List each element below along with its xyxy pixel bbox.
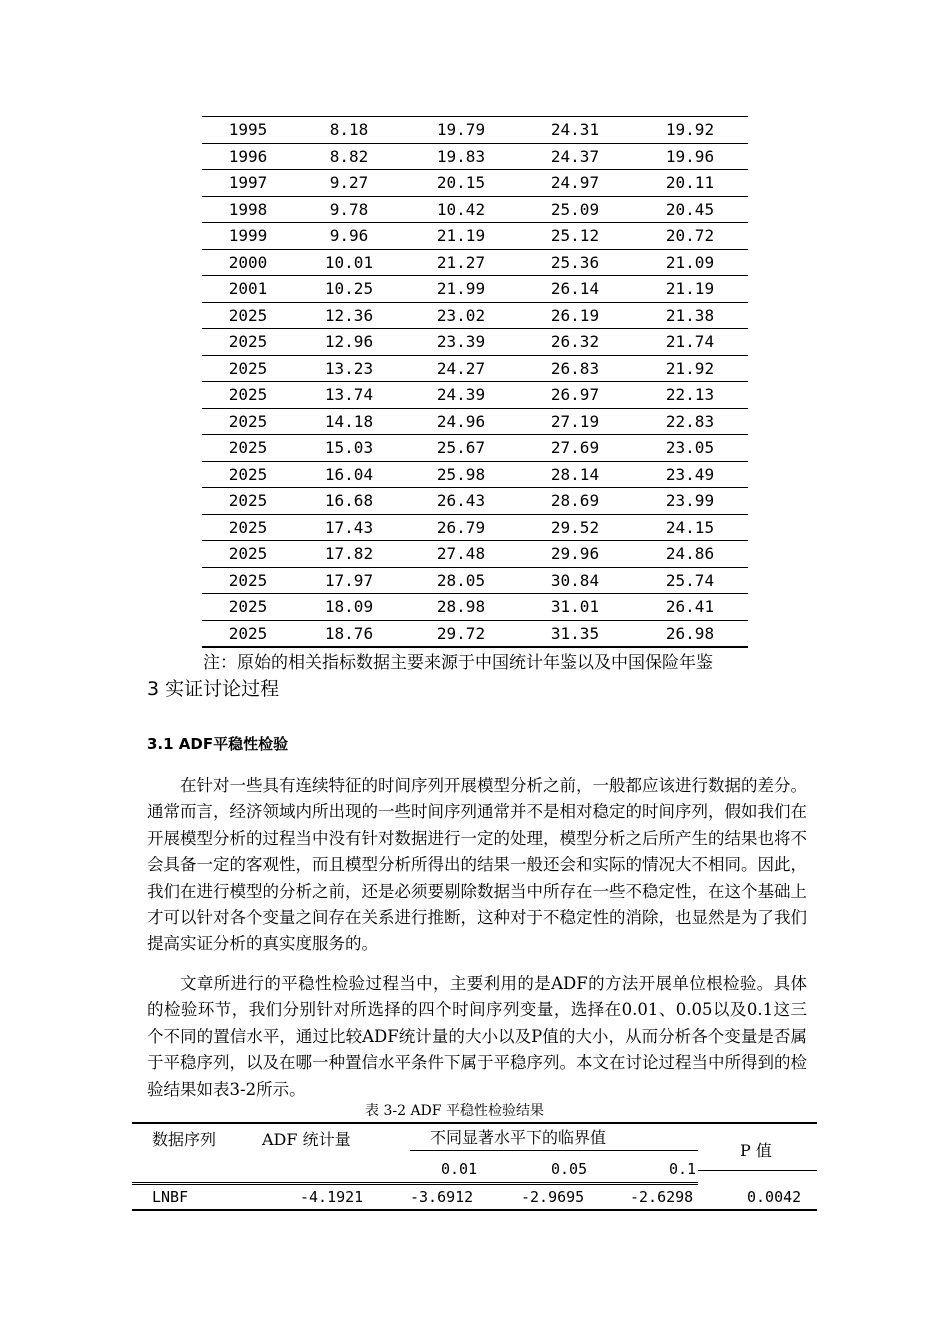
table-cell: 26.41 [632, 594, 748, 621]
table-cell: 29.52 [518, 514, 632, 541]
table-cell: 23.05 [632, 435, 748, 462]
table-cell: 24.15 [632, 514, 748, 541]
table-cell: 21.19 [632, 276, 748, 303]
table-cell: 25.74 [632, 567, 748, 594]
table-row [202, 541, 748, 568]
table-cell: 25.67 [404, 435, 518, 462]
table-cell: 20.11 [632, 170, 748, 197]
adf-critical-rule [410, 1150, 698, 1151]
table-cell: 28.69 [518, 488, 632, 515]
table-cell: 23.39 [404, 329, 518, 356]
adf-header-p: P 值 [740, 1141, 772, 1160]
table-cell: 24.27 [404, 355, 518, 382]
table-cell: 10.25 [294, 276, 404, 303]
paragraph-1: 在针对一些具有连续特征的时间序列开展模型分析之前，一般都应该进行数据的差分。通常而言，经济领域内所出现的一些时间序列通常并不是相对稳定的时间序列，假如我们在开展模型分析的过程当中没有针对数据进行一定的处理，模型分析之后所产生的结果也将不会具备一定的客观性，而且模型分析所得出的结果一般还会和实际的情况大不相同。因此，我们在进行模型的分析之前，还是必须要剔除数据当中所存在一些不稳定性，在这个基础上才可以针对各个变量之间存在关系进行推断，这种对于不稳定性的消除，也显然是为了我们提高实证分析的真实度服务的。 [147, 776, 807, 954]
table-row [202, 302, 748, 329]
table-note: 注：原始的相关指标数据主要来源于中国统计年鉴以及中国保险年鉴 [203, 653, 713, 673]
table-cell: 1995 [202, 117, 294, 144]
table-row [202, 435, 748, 462]
adf-header-rule-left [132, 1182, 698, 1183]
table-cell: 2025 [202, 408, 294, 435]
table-cell: 16.04 [294, 461, 404, 488]
adf-level-005: 0.05 [551, 1160, 588, 1178]
table-cell: 22.13 [632, 382, 748, 409]
table-cell: 23.02 [404, 302, 518, 329]
table-row [202, 249, 748, 276]
table-cell: 1998 [202, 196, 294, 223]
table-cell: 21.74 [632, 329, 748, 356]
table-cell: 29.72 [404, 620, 518, 647]
subsection-heading: 3.1 ADF平稳性检验 [147, 735, 289, 753]
adf-row-c1: -3.6912 [410, 1188, 474, 1206]
table-cell: 2025 [202, 541, 294, 568]
table-row [202, 170, 748, 197]
table-row [202, 514, 748, 541]
table-cell: 9.78 [294, 196, 404, 223]
table-cell: 2025 [202, 329, 294, 356]
table-cell: 9.96 [294, 223, 404, 250]
table-cell: 25.98 [404, 461, 518, 488]
table-cell: 2025 [202, 620, 294, 647]
table-row [202, 461, 748, 488]
table-row [202, 117, 748, 144]
section-heading: 3 实证讨论过程 [147, 678, 280, 700]
table-cell: 12.96 [294, 329, 404, 356]
table-cell: 26.83 [518, 355, 632, 382]
table-cell: 20.45 [632, 196, 748, 223]
table-cell: 25.09 [518, 196, 632, 223]
table-cell: 1997 [202, 170, 294, 197]
table-row [202, 382, 748, 409]
table-cell: 26.14 [518, 276, 632, 303]
table-cell: 21.27 [404, 249, 518, 276]
table-cell: 2025 [202, 355, 294, 382]
table-cell: 2025 [202, 435, 294, 462]
adf-row-series: LNBF [152, 1188, 189, 1206]
table-cell: 20.72 [632, 223, 748, 250]
table-cell: 26.19 [518, 302, 632, 329]
table-cell: 29.96 [518, 541, 632, 568]
table-cell: 21.19 [404, 223, 518, 250]
table-cell: 19.96 [632, 143, 748, 170]
table-row [202, 594, 748, 621]
table-cell: 25.12 [518, 223, 632, 250]
table-cell: 2025 [202, 461, 294, 488]
table-cell: 18.09 [294, 594, 404, 621]
table-cell: 23.49 [632, 461, 748, 488]
table-cell: 20.15 [404, 170, 518, 197]
table-cell: 31.01 [518, 594, 632, 621]
table-cell: 26.98 [632, 620, 748, 647]
table-cell: 17.82 [294, 541, 404, 568]
table-cell: 24.86 [632, 541, 748, 568]
adf-level-001: 0.01 [441, 1160, 478, 1178]
table-cell: 21.09 [632, 249, 748, 276]
table-cell: 13.23 [294, 355, 404, 382]
adf-bottom-rule [132, 1209, 817, 1211]
table-cell: 12.36 [294, 302, 404, 329]
adf-row-c10: -2.6298 [630, 1188, 694, 1206]
table-row [202, 408, 748, 435]
table-cell: 14.18 [294, 408, 404, 435]
table-cell: 28.98 [404, 594, 518, 621]
table-cell: 18.76 [294, 620, 404, 647]
table-row [202, 488, 748, 515]
table-cell: 28.14 [518, 461, 632, 488]
table-cell: 31.35 [518, 620, 632, 647]
adf-header-series: 数据序列 [152, 1130, 217, 1149]
table-cell: 24.39 [404, 382, 518, 409]
table-cell: 1999 [202, 223, 294, 250]
table-cell: 21.99 [404, 276, 518, 303]
adf-header-adf: ADF 统计量 [262, 1130, 351, 1149]
table-cell: 27.69 [518, 435, 632, 462]
table-caption: 表 3-2 ADF 平稳性检验结果 [365, 1103, 544, 1119]
table-row [202, 620, 748, 647]
table-cell: 8.18 [294, 117, 404, 144]
table-cell: 21.92 [632, 355, 748, 382]
table-row [202, 143, 748, 170]
table-cell: 30.84 [518, 567, 632, 594]
adf-row-c5: -2.9695 [521, 1188, 585, 1206]
table-cell: 13.74 [294, 382, 404, 409]
table-row [202, 329, 748, 356]
table-row [202, 567, 748, 594]
table-row [202, 276, 748, 303]
adf-top-rule [132, 1122, 817, 1124]
table-row [202, 196, 748, 223]
table-cell: 19.92 [632, 117, 748, 144]
table-cell: 24.31 [518, 117, 632, 144]
table-cell: 23.99 [632, 488, 748, 515]
table-cell: 15.03 [294, 435, 404, 462]
table-cell: 2025 [202, 488, 294, 515]
adf-header-critical: 不同显著水平下的临界值 [430, 1128, 607, 1147]
table-cell: 26.79 [404, 514, 518, 541]
table-cell: 19.83 [404, 143, 518, 170]
table-cell: 24.97 [518, 170, 632, 197]
table-row [202, 355, 748, 382]
table-cell: 26.32 [518, 329, 632, 356]
table-cell: 19.79 [404, 117, 518, 144]
table-cell: 28.05 [404, 567, 518, 594]
table-cell: 26.97 [518, 382, 632, 409]
table-cell: 27.19 [518, 408, 632, 435]
table-cell: 8.82 [294, 143, 404, 170]
table-cell: 21.38 [632, 302, 748, 329]
paragraph-2: 文章所进行的平稳性检验过程当中，主要利用的是ADF的方法开展单位根检验。具体的检验环节，我们分别针对所选择的四个时间序列变量，选择在0.01、0.05以及0.1这三个不同的置信水平，通过比较ADF统计量的大小以及P值的大小，从而分析各个变量是否属于平稳序列，以及在哪一种置信水平条件下属于平稳序列。本文在讨论过程当中所得到的检验结果如表3-2所示。 [147, 974, 807, 1099]
table-cell: 10.01 [294, 249, 404, 276]
table-cell: 2025 [202, 382, 294, 409]
table-cell: 17.97 [294, 567, 404, 594]
table-cell: 27.48 [404, 541, 518, 568]
adf-level-01: 0.1 [669, 1160, 697, 1178]
adf-row-adf: -4.1921 [300, 1188, 364, 1206]
data-table [202, 116, 748, 648]
table-cell: 2025 [202, 514, 294, 541]
table-row [202, 223, 748, 250]
table-cell: 2025 [202, 594, 294, 621]
table-cell: 2025 [202, 567, 294, 594]
adf-header-rule-right [698, 1170, 817, 1171]
table-cell: 24.37 [518, 143, 632, 170]
table-cell: 2025 [202, 302, 294, 329]
table-cell: 22.83 [632, 408, 748, 435]
adf-row-p: 0.0042 [747, 1188, 802, 1206]
table-cell: 9.27 [294, 170, 404, 197]
table-cell: 17.43 [294, 514, 404, 541]
table-cell: 24.96 [404, 408, 518, 435]
table-cell: 25.36 [518, 249, 632, 276]
table-cell: 1996 [202, 143, 294, 170]
table-cell: 10.42 [404, 196, 518, 223]
table-cell: 26.43 [404, 488, 518, 515]
adf-row-rule [132, 1184, 698, 1185]
table-cell: 2001 [202, 276, 294, 303]
table-cell: 16.68 [294, 488, 404, 515]
table-cell: 2000 [202, 249, 294, 276]
